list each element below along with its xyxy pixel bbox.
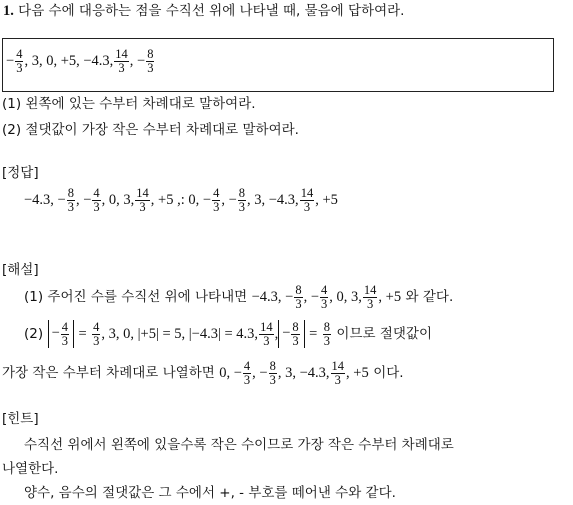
explanation-label: (2) xyxy=(24,326,44,342)
fraction-denominator: 3 xyxy=(323,333,330,348)
explanation-fraction xyxy=(269,360,277,387)
fraction-numerator: 4 xyxy=(61,319,69,334)
hint-header: [힌트] xyxy=(2,411,39,427)
explanation-line-1 xyxy=(24,282,453,312)
explanation-math: −4.3, − xyxy=(251,289,294,305)
sign: − xyxy=(51,325,60,342)
fraction-denominator: 3 xyxy=(61,333,69,348)
explanation-math: , − xyxy=(252,365,268,381)
given-sign-3: , − xyxy=(129,53,146,69)
fraction-denominator: 3 xyxy=(321,296,328,311)
fraction-denominator: 3 xyxy=(367,296,374,311)
given-numbers xyxy=(6,48,155,75)
explanation-math: , − xyxy=(303,289,320,305)
answer-text: , − xyxy=(75,192,92,208)
fraction-numerator: 14 xyxy=(136,186,149,201)
absolute-value xyxy=(48,320,74,347)
explanation-math: , xyxy=(274,326,279,342)
fraction-numerator: 8 xyxy=(323,319,330,334)
answer-fraction xyxy=(212,187,220,214)
explanation-fraction xyxy=(92,321,100,348)
question-2: (2) 절댓값이 가장 작은 수부터 차례대로 말하여라. xyxy=(2,122,299,138)
explanation-fraction xyxy=(243,360,251,387)
fraction-numerator: 4 xyxy=(93,319,100,334)
explanation-math: , +5 xyxy=(346,365,369,381)
fraction-numerator: 4 xyxy=(321,282,328,297)
sign: − xyxy=(282,325,291,342)
fraction-numerator: 8 xyxy=(67,186,74,201)
fraction-numerator: 8 xyxy=(238,186,245,201)
answer-fraction xyxy=(92,187,100,214)
explanation-math: , 3, 0, |+5| = 5, |−4.3| = 4.3, xyxy=(101,326,259,342)
fraction-numerator: 8 xyxy=(147,47,154,62)
explanation-text: (1) 주어진 수를 수직선 위에 나타내면 xyxy=(24,289,248,305)
fraction-denominator: 3 xyxy=(147,61,154,76)
hint-line-3: 양수, 음수의 절댓값은 그 수에서 +, - 부호를 떼어낸 수와 같다. xyxy=(24,485,396,501)
answer-text: , − xyxy=(221,192,237,208)
explanation-text: 이다. xyxy=(373,365,404,381)
fraction-numerator: 4 xyxy=(16,47,23,62)
hint-line-2: 나열한다. xyxy=(2,461,59,477)
fraction-denominator: 3 xyxy=(118,61,125,76)
given-fraction-2 xyxy=(114,48,129,75)
fraction-denominator: 3 xyxy=(303,200,311,215)
fraction-denominator: 3 xyxy=(263,333,270,348)
fraction-numerator: 14 xyxy=(115,47,128,62)
explanation-fraction xyxy=(294,284,302,311)
fraction-denominator: 3 xyxy=(243,372,251,387)
explanation-fraction xyxy=(320,284,328,311)
fraction-numerator: 8 xyxy=(295,282,302,297)
explanation-math: , 0, 3, xyxy=(329,289,362,305)
fraction-numerator: 14 xyxy=(260,319,273,334)
explanation-fraction xyxy=(323,321,331,348)
answer-fraction xyxy=(238,187,246,214)
answer-line xyxy=(24,185,338,215)
absolute-value xyxy=(278,320,304,347)
explanation-text: 가장 작은 수부터 차례대로 나열하면 xyxy=(2,365,215,381)
explanation-line-2 xyxy=(24,318,432,350)
explanation-math: 0, − xyxy=(219,365,242,381)
explanation-fraction xyxy=(363,284,378,311)
explanation-fraction xyxy=(331,360,346,387)
given-fraction-1 xyxy=(15,48,23,75)
explanation-math: , +5 xyxy=(378,289,402,305)
answer-fraction xyxy=(67,187,75,214)
fraction-denominator: 3 xyxy=(334,372,341,387)
answer-text: , +5 xyxy=(315,192,338,208)
fraction-denominator: 3 xyxy=(213,200,220,215)
equals-sign: = xyxy=(309,326,318,342)
fraction-numerator: 14 xyxy=(300,186,314,201)
fraction-denominator: 3 xyxy=(16,61,23,76)
explanation-line-3 xyxy=(2,358,404,388)
answer-fraction xyxy=(300,187,315,214)
explanation-text: 와 같다. xyxy=(405,289,454,305)
fraction-numerator: 14 xyxy=(331,358,345,373)
fraction-denominator: 3 xyxy=(67,200,74,215)
explanation-text: 이므로 절댓값이 xyxy=(336,326,432,342)
fraction-numerator: 8 xyxy=(292,319,299,334)
fraction-numerator: 4 xyxy=(93,186,100,201)
fraction-denominator: 3 xyxy=(269,372,276,387)
problem-statement xyxy=(3,2,404,20)
answer-text: , 3, −4.3, xyxy=(247,192,299,208)
problem-prompt: 다음 수에 대응하는 점을 수직선 위에 나타낼 때, 물음에 답하여라. xyxy=(18,3,405,19)
question-1: (1) 왼쪽에 있는 수부터 차례대로 말하여라. xyxy=(2,96,256,112)
explanation-fraction xyxy=(61,321,69,348)
answer-text: −4.3, − xyxy=(24,192,66,208)
explanation-header: [해설] xyxy=(2,262,39,278)
given-values: , 3, 0, +5, −4.3, xyxy=(24,53,114,69)
fraction-numerator: 4 xyxy=(243,358,251,373)
explanation-fraction xyxy=(259,321,274,348)
answer-text: , +5 ,: 0, − xyxy=(150,192,212,208)
fraction-numerator: 14 xyxy=(363,282,377,297)
hint-line-1: 수직선 위에서 왼쪽에 있을수록 작은 수이므로 가장 작은 수부터 차례대로 xyxy=(24,437,454,453)
fraction-denominator: 3 xyxy=(93,333,100,348)
fraction-denominator: 3 xyxy=(295,296,302,311)
answer-text: , 0, 3, xyxy=(101,192,135,208)
problem-number: 1. xyxy=(3,3,14,19)
explanation-math: , 3, −4.3, xyxy=(277,365,330,381)
answer-fraction xyxy=(135,187,150,214)
given-sign-1: − xyxy=(6,53,15,69)
fraction-numerator: 8 xyxy=(269,358,276,373)
fraction-denominator: 3 xyxy=(93,200,100,215)
fraction-denominator: 3 xyxy=(139,200,146,215)
fraction-denominator: 3 xyxy=(292,333,299,348)
given-fraction-3 xyxy=(146,48,154,75)
explanation-fraction xyxy=(291,321,299,348)
equals-sign: = xyxy=(78,326,87,342)
fraction-denominator: 3 xyxy=(238,200,245,215)
answer-header: [정답] xyxy=(2,165,39,181)
fraction-numerator: 4 xyxy=(213,186,220,201)
